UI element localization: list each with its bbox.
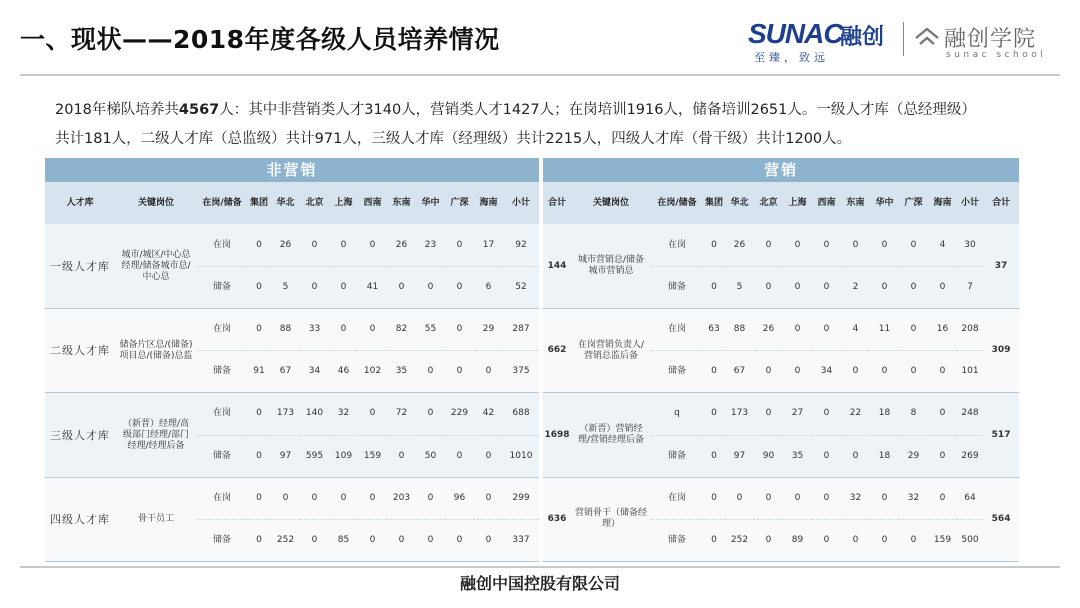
sales-value-cell: 0 (870, 266, 899, 308)
nonsales-value-cell: 0 (358, 519, 387, 561)
nonsales-value-cell: 0 (474, 435, 503, 477)
nonsales-value-cell: 85 (329, 519, 358, 561)
header-region: 海南 (474, 182, 503, 224)
nonsales-value-cell: 0 (329, 266, 358, 308)
nonsales-value-cell: 34 (300, 351, 329, 393)
header-sales-region: 集团 (703, 182, 725, 224)
sales-subtotal-cell: 7 (957, 266, 983, 308)
sales-value-cell: 0 (928, 393, 957, 435)
nonsales-value-cell: 0 (247, 309, 271, 351)
nonsales-type-cell: 在岗 (197, 309, 247, 351)
nonsales-value-cell: 0 (445, 519, 474, 561)
sales-value-cell: 0 (703, 519, 725, 561)
sales-value-cell: 0 (928, 477, 957, 519)
header-sales-subtotal: 小计 (957, 182, 983, 224)
sales-value-cell: 67 (725, 351, 754, 393)
nonsales-value-cell: 0 (247, 519, 271, 561)
header-sales-position: 关键岗位 (571, 182, 651, 224)
sales-value-cell: 18 (870, 393, 899, 435)
sales-key-position: 在岗营销负责人/营销总监后备 (571, 309, 651, 393)
sales-value-cell: 0 (754, 519, 783, 561)
school-roof-icon (914, 26, 940, 48)
nonsales-subtotal-cell: 337 (503, 519, 541, 561)
sales-value-cell: 0 (841, 224, 870, 266)
nonsales-subtotal-cell: 92 (503, 224, 541, 266)
nonsales-value-cell: 0 (247, 224, 271, 266)
sales-key-position: 营销骨干（储备经理） (571, 477, 651, 561)
sales-value-cell: 0 (899, 224, 928, 266)
nonsales-value-cell: 0 (445, 351, 474, 393)
sales-value-cell: 173 (725, 393, 754, 435)
sales-value-cell: 32 (899, 477, 928, 519)
nonsales-value-cell: 26 (387, 224, 416, 266)
nonsales-value-cell: 0 (445, 224, 474, 266)
title-divider (20, 74, 1060, 76)
nonsales-subtotal-cell: 1010 (503, 435, 541, 477)
sales-type-cell: 储备 (651, 351, 703, 393)
group-header-row (45, 158, 1019, 182)
sales-value-cell: 0 (812, 224, 841, 266)
nonsales-value-cell: 595 (300, 435, 329, 477)
header-region: 集团 (247, 182, 271, 224)
header-sales-region: 华中 (870, 182, 899, 224)
nonsales-value-cell: 0 (300, 266, 329, 308)
nonsales-value-cell: 6 (474, 266, 503, 308)
sales-value-cell: 90 (754, 435, 783, 477)
nonsales-value-cell: 0 (445, 266, 474, 308)
nonsales-value-cell: 0 (247, 435, 271, 477)
header-sales-region: 北京 (754, 182, 783, 224)
sales-value-cell: 0 (754, 351, 783, 393)
nonsales-value-cell: 0 (387, 519, 416, 561)
nonsales-subtotal-cell: 299 (503, 477, 541, 519)
header-region: 华北 (271, 182, 300, 224)
school-english-name: sunac school (946, 50, 1047, 60)
header-position: 关键岗位 (115, 182, 197, 224)
sales-value-cell: 0 (870, 224, 899, 266)
sales-value-cell: 159 (928, 519, 957, 561)
table-row (45, 393, 1019, 435)
nonsales-type-cell: 在岗 (197, 224, 247, 266)
header-subtotal: 小计 (503, 182, 541, 224)
nonsales-value-cell: 0 (358, 224, 387, 266)
nonsales-value-cell: 50 (416, 435, 445, 477)
nonsales-value-cell: 35 (387, 351, 416, 393)
school-chinese-name: 融创学院 (944, 27, 1037, 52)
header-sales-region: 广深 (899, 182, 928, 224)
talent-pool-table (45, 158, 1019, 562)
sales-value-cell: 88 (725, 309, 754, 351)
nonsales-value-cell: 0 (247, 266, 271, 308)
nonsales-value-cell: 0 (300, 519, 329, 561)
sales-value-cell: 0 (812, 309, 841, 351)
sales-value-cell: 0 (754, 224, 783, 266)
sales-value-cell: 63 (703, 309, 725, 351)
nonsales-value-cell: 67 (271, 351, 300, 393)
footer-divider (20, 566, 1060, 568)
header-sales-region: 东南 (841, 182, 870, 224)
nonsales-value-cell: 0 (387, 435, 416, 477)
header-region: 广深 (445, 182, 474, 224)
nonsales-value-cell: 23 (416, 224, 445, 266)
sales-value-cell: 0 (783, 266, 812, 308)
pool-level-label: 二级人才库 (45, 309, 115, 393)
nonsales-subtotal-cell: 688 (503, 393, 541, 435)
sales-type-cell: 在岗 (651, 477, 703, 519)
nonsales-value-cell: 91 (247, 351, 271, 393)
sales-value-cell: 0 (725, 477, 754, 519)
nonsales-value-cell: 0 (358, 393, 387, 435)
summary-total: 4567 (178, 102, 220, 118)
nonsales-value-cell: 5 (271, 266, 300, 308)
sunac-chinese-name: 融创 (840, 25, 885, 50)
nonsales-value-cell: 203 (387, 477, 416, 519)
nonsales-value-cell: 229 (445, 393, 474, 435)
sales-value-cell: 0 (812, 266, 841, 308)
sales-type-cell: 储备 (651, 519, 703, 561)
sales-value-cell: 8 (899, 393, 928, 435)
table-row (45, 309, 1019, 351)
nonsales-total-cell: 662 (541, 309, 571, 393)
nonsales-subtotal-cell: 375 (503, 351, 541, 393)
nonsales-value-cell: 159 (358, 435, 387, 477)
nonsales-value-cell: 0 (445, 309, 474, 351)
nonsales-type-cell: 储备 (197, 266, 247, 308)
header-type: 在岗/储备 (197, 182, 247, 224)
logo-divider (903, 22, 904, 56)
nonsales-value-cell: 173 (271, 393, 300, 435)
nonsales-type-cell: 储备 (197, 351, 247, 393)
nonsales-key-position: 骨干员工 (115, 477, 197, 561)
summary-line2: 共计181人，二级人才库（总监级）共计971人，三级人才库（经理级）共计2215人，四级人才库（骨干级）共计1200人。 (55, 131, 852, 147)
sales-value-cell: 0 (754, 266, 783, 308)
sales-value-cell: 0 (703, 266, 725, 308)
sales-key-position: 城市营销总/储备城市营销总 (571, 224, 651, 308)
nonsales-value-cell: 0 (271, 477, 300, 519)
nonsales-value-cell: 0 (416, 266, 445, 308)
sales-value-cell: 0 (899, 519, 928, 561)
nonsales-value-cell: 0 (445, 435, 474, 477)
sales-value-cell: 0 (812, 393, 841, 435)
pool-level-label: 四级人才库 (45, 477, 115, 561)
nonsales-value-cell: 72 (387, 393, 416, 435)
sales-value-cell: 89 (783, 519, 812, 561)
sales-value-cell: 0 (899, 351, 928, 393)
sales-value-cell: 32 (841, 477, 870, 519)
table-row (45, 224, 1019, 266)
sales-type-cell: q (651, 393, 703, 435)
sales-value-cell: 0 (783, 477, 812, 519)
sales-value-cell: 0 (812, 519, 841, 561)
nonsales-value-cell: 0 (358, 309, 387, 351)
nonsales-value-cell: 102 (358, 351, 387, 393)
sales-subtotal-cell: 208 (957, 309, 983, 351)
nonsales-value-cell: 97 (271, 435, 300, 477)
sales-value-cell: 0 (812, 477, 841, 519)
nonsales-value-cell: 140 (300, 393, 329, 435)
sales-key-position: （新晋）营销经理/营销经理后备 (571, 393, 651, 477)
sales-value-cell: 0 (841, 519, 870, 561)
sales-value-cell: 0 (754, 477, 783, 519)
nonsales-key-position: （新晋）经理/高级部门经理/部门经理/经理后备 (115, 393, 197, 477)
sunac-slogan: 至臻，致远 (754, 51, 829, 64)
sales-type-cell: 储备 (651, 435, 703, 477)
sales-total-cell: 517 (983, 393, 1019, 477)
nonsales-key-position: 城市/城区/中心总经理/储备城市总/中心总 (115, 224, 197, 308)
header-region: 华中 (416, 182, 445, 224)
sales-subtotal-cell: 248 (957, 393, 983, 435)
header-region: 上海 (329, 182, 358, 224)
nonsales-value-cell: 252 (271, 519, 300, 561)
nonsales-value-cell: 55 (416, 309, 445, 351)
footer-company: 融创中国控股有限公司 (459, 574, 620, 593)
nonsales-value-cell: 0 (300, 224, 329, 266)
sales-value-cell: 0 (703, 393, 725, 435)
sales-value-cell: 0 (870, 519, 899, 561)
header-region: 北京 (300, 182, 329, 224)
nonsales-value-cell: 0 (247, 477, 271, 519)
summary-line1-start: 2018年梯队培养共 (55, 102, 179, 118)
header-sales-region: 上海 (783, 182, 812, 224)
nonsales-value-cell: 26 (271, 224, 300, 266)
pool-level-label: 一级人才库 (45, 224, 115, 308)
sales-value-cell: 35 (783, 435, 812, 477)
nonsales-value-cell: 0 (474, 519, 503, 561)
nonsales-value-cell: 0 (329, 477, 358, 519)
sales-value-cell: 4 (928, 224, 957, 266)
column-header-row (45, 182, 1019, 224)
sales-total-cell: 564 (983, 477, 1019, 561)
sales-value-cell: 26 (754, 309, 783, 351)
sales-value-cell: 252 (725, 519, 754, 561)
header-pool: 人才库 (45, 182, 115, 224)
nonsales-total-cell: 144 (541, 224, 571, 308)
nonsales-value-cell: 96 (445, 477, 474, 519)
header-region: 东南 (387, 182, 416, 224)
nonsales-value-cell: 88 (271, 309, 300, 351)
sales-value-cell: 0 (783, 224, 812, 266)
nonsales-value-cell: 42 (474, 393, 503, 435)
pool-level-label: 三级人才库 (45, 393, 115, 477)
sales-value-cell: 0 (928, 435, 957, 477)
nonsales-value-cell: 0 (416, 477, 445, 519)
nonsales-value-cell: 41 (358, 266, 387, 308)
nonsales-value-cell: 0 (416, 519, 445, 561)
table-row (45, 477, 1019, 519)
nonsales-value-cell: 0 (358, 477, 387, 519)
header-region: 西南 (358, 182, 387, 224)
sales-value-cell: 4 (841, 309, 870, 351)
nonsales-total-cell: 636 (541, 477, 571, 561)
sales-type-cell: 在岗 (651, 309, 703, 351)
nonsales-value-cell: 0 (329, 309, 358, 351)
header-sales-region: 华北 (725, 182, 754, 224)
nonsales-value-cell: 0 (474, 351, 503, 393)
sales-value-cell: 22 (841, 393, 870, 435)
header-sales-type: 在岗/储备 (651, 182, 703, 224)
sales-value-cell: 0 (928, 266, 957, 308)
sales-value-cell: 0 (870, 477, 899, 519)
sales-value-cell: 2 (841, 266, 870, 308)
sales-value-cell: 29 (899, 435, 928, 477)
sales-value-cell: 0 (899, 309, 928, 351)
nonsales-value-cell: 82 (387, 309, 416, 351)
nonsales-value-cell: 32 (329, 393, 358, 435)
sales-subtotal-cell: 500 (957, 519, 983, 561)
nonsales-value-cell: 0 (329, 224, 358, 266)
sales-subtotal-cell: 269 (957, 435, 983, 477)
sales-value-cell: 16 (928, 309, 957, 351)
sales-value-cell: 0 (928, 351, 957, 393)
nonsales-type-cell: 在岗 (197, 393, 247, 435)
group-nonsales-header: 非营销 (45, 158, 541, 182)
sales-value-cell: 0 (812, 435, 841, 477)
sunac-logo (748, 16, 1064, 64)
sales-total-cell: 309 (983, 309, 1019, 393)
header-sales-region: 海南 (928, 182, 957, 224)
nonsales-value-cell: 0 (416, 351, 445, 393)
nonsales-value-cell: 0 (247, 393, 271, 435)
sales-value-cell: 0 (754, 393, 783, 435)
nonsales-value-cell: 29 (474, 309, 503, 351)
header-total: 合计 (541, 182, 571, 224)
sales-value-cell: 0 (703, 477, 725, 519)
sales-value-cell: 26 (725, 224, 754, 266)
sales-value-cell: 0 (870, 351, 899, 393)
nonsales-value-cell: 33 (300, 309, 329, 351)
nonsales-value-cell: 46 (329, 351, 358, 393)
sales-value-cell: 5 (725, 266, 754, 308)
header-sales-region: 西南 (812, 182, 841, 224)
sales-value-cell: 0 (703, 351, 725, 393)
sunac-wordmark: SUNAC (748, 18, 843, 49)
sales-value-cell: 97 (725, 435, 754, 477)
sales-value-cell: 0 (783, 351, 812, 393)
sales-type-cell: 储备 (651, 266, 703, 308)
nonsales-type-cell: 储备 (197, 519, 247, 561)
nonsales-subtotal-cell: 52 (503, 266, 541, 308)
nonsales-value-cell: 0 (300, 477, 329, 519)
nonsales-value-cell: 0 (416, 393, 445, 435)
sales-value-cell: 0 (703, 435, 725, 477)
summary-line1-end: 人：其中非营销类人才3140人，营销类人才1427人；在岗培训1916人，储备培训2651人。一级人才库（总经理级） (219, 102, 976, 118)
sales-value-cell: 0 (703, 224, 725, 266)
sales-value-cell: 0 (899, 266, 928, 308)
nonsales-type-cell: 在岗 (197, 477, 247, 519)
sales-total-cell: 37 (983, 224, 1019, 308)
nonsales-value-cell: 17 (474, 224, 503, 266)
sales-subtotal-cell: 64 (957, 477, 983, 519)
summary-text (55, 96, 1045, 154)
sales-subtotal-cell: 30 (957, 224, 983, 266)
sales-value-cell: 0 (783, 309, 812, 351)
nonsales-subtotal-cell: 287 (503, 309, 541, 351)
sales-value-cell: 0 (841, 435, 870, 477)
nonsales-type-cell: 储备 (197, 435, 247, 477)
nonsales-value-cell: 0 (387, 266, 416, 308)
sales-value-cell: 27 (783, 393, 812, 435)
sales-value-cell: 0 (841, 351, 870, 393)
group-sales-header: 营销 (541, 158, 1019, 182)
sales-subtotal-cell: 101 (957, 351, 983, 393)
sales-value-cell: 34 (812, 351, 841, 393)
nonsales-key-position: 储备片区总/(储备)项目总/(储备)总监 (115, 309, 197, 393)
sales-value-cell: 18 (870, 435, 899, 477)
nonsales-value-cell: 0 (474, 477, 503, 519)
sales-type-cell: 在岗 (651, 224, 703, 266)
sales-value-cell: 11 (870, 309, 899, 351)
nonsales-value-cell: 109 (329, 435, 358, 477)
nonsales-total-cell: 1698 (541, 393, 571, 477)
header-sales-total: 合计 (983, 182, 1019, 224)
page-title: 一、现状——2018年度各级人员培养情况 (20, 25, 500, 54)
